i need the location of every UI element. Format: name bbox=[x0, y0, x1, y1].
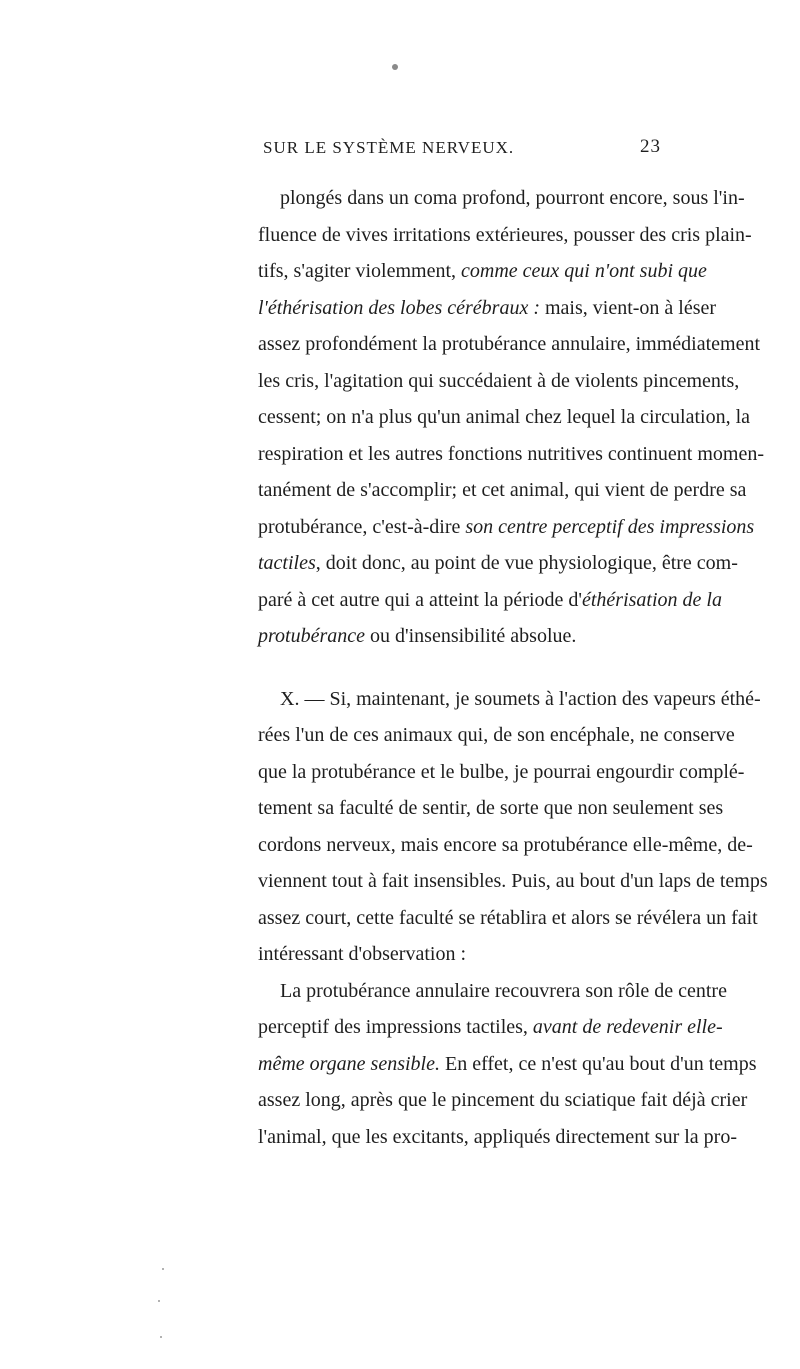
text-line: l'éthérisation des lobes cérébraux : mais, vient-on à léser bbox=[258, 296, 717, 319]
text-line: respiration et les autres fonctions nutritives continuent momen- bbox=[258, 442, 764, 465]
text-line: protubérance ou d'insensibilité absolue. bbox=[258, 625, 577, 647]
text-line: assez long, après que le pincement du sciatique fait déjà crier bbox=[258, 1089, 748, 1111]
paragraph-3 bbox=[258, 973, 757, 1156]
text-line: tactiles, doit donc, au point de vue physiologique, être com- bbox=[258, 552, 738, 574]
text-line: La protubérance annulaire recouvrera son rôle de centre bbox=[280, 979, 727, 1002]
text-line: l'animal, que les excitants, appliqués directement sur la pro- bbox=[258, 1125, 738, 1148]
text-line: paré à cet autre qui a atteint la période d'éthérisation de la bbox=[258, 588, 722, 611]
paragraph-2 bbox=[258, 681, 768, 973]
text-line: tifs, s'agiter violemment, comme ceux qui n'ont subi que bbox=[258, 260, 707, 282]
text-line: cordons nerveux, mais encore sa protubérance elle-même, de- bbox=[258, 833, 753, 856]
text-line: même organe sensible. En effet, ce n'est qu'au bout d'un temps bbox=[258, 1052, 757, 1075]
text-line: intéressant d'observation : bbox=[258, 943, 466, 965]
text-line: viennent tout à fait insensibles. Puis, au bout d'un laps de temps bbox=[258, 870, 768, 892]
text-line: assez court, cette faculté se rétablira et alors se révélera un fait bbox=[258, 906, 758, 929]
text-line: cessent; on n'a plus qu'un animal chez lequel la circulation, la bbox=[258, 406, 751, 428]
text-line: les cris, l'agitation qui succédaient à de violents pincements, bbox=[258, 369, 740, 392]
text-line: plongés dans un coma profond, pourront encore, sous l'in- bbox=[280, 187, 745, 209]
text-line: protubérance, c'est-à-dire son centre perceptif des impressions bbox=[258, 515, 755, 538]
text-line: que la protubérance et le bulbe, je pourrai engourdir complé- bbox=[258, 760, 745, 783]
running-head: SUR LE SYSTÈME NERVEUX. bbox=[263, 138, 515, 157]
body-text bbox=[258, 180, 768, 1155]
text-line: perceptif des impressions tactiles, avant de redevenir elle- bbox=[258, 1016, 723, 1038]
paragraph-1 bbox=[258, 180, 764, 655]
page-number: 23 bbox=[640, 136, 661, 157]
text-line: tanément de s'accomplir; et cet animal, qui vient de perdre sa bbox=[258, 479, 747, 501]
text-line: fluence de vives irritations extérieures, pousser des cris plain- bbox=[258, 223, 752, 246]
text-line: tement sa faculté de sentir, de sorte que non seulement ses bbox=[258, 797, 724, 819]
text-line: X. — Si, maintenant, je soumets à l'action des vapeurs éthé- bbox=[280, 687, 761, 710]
ink-mark bbox=[392, 64, 398, 70]
text-line: assez profondément la protubérance annulaire, immédiatement bbox=[258, 333, 761, 355]
text-line: rées l'un de ces animaux qui, de son encéphale, ne conserve bbox=[258, 724, 735, 746]
